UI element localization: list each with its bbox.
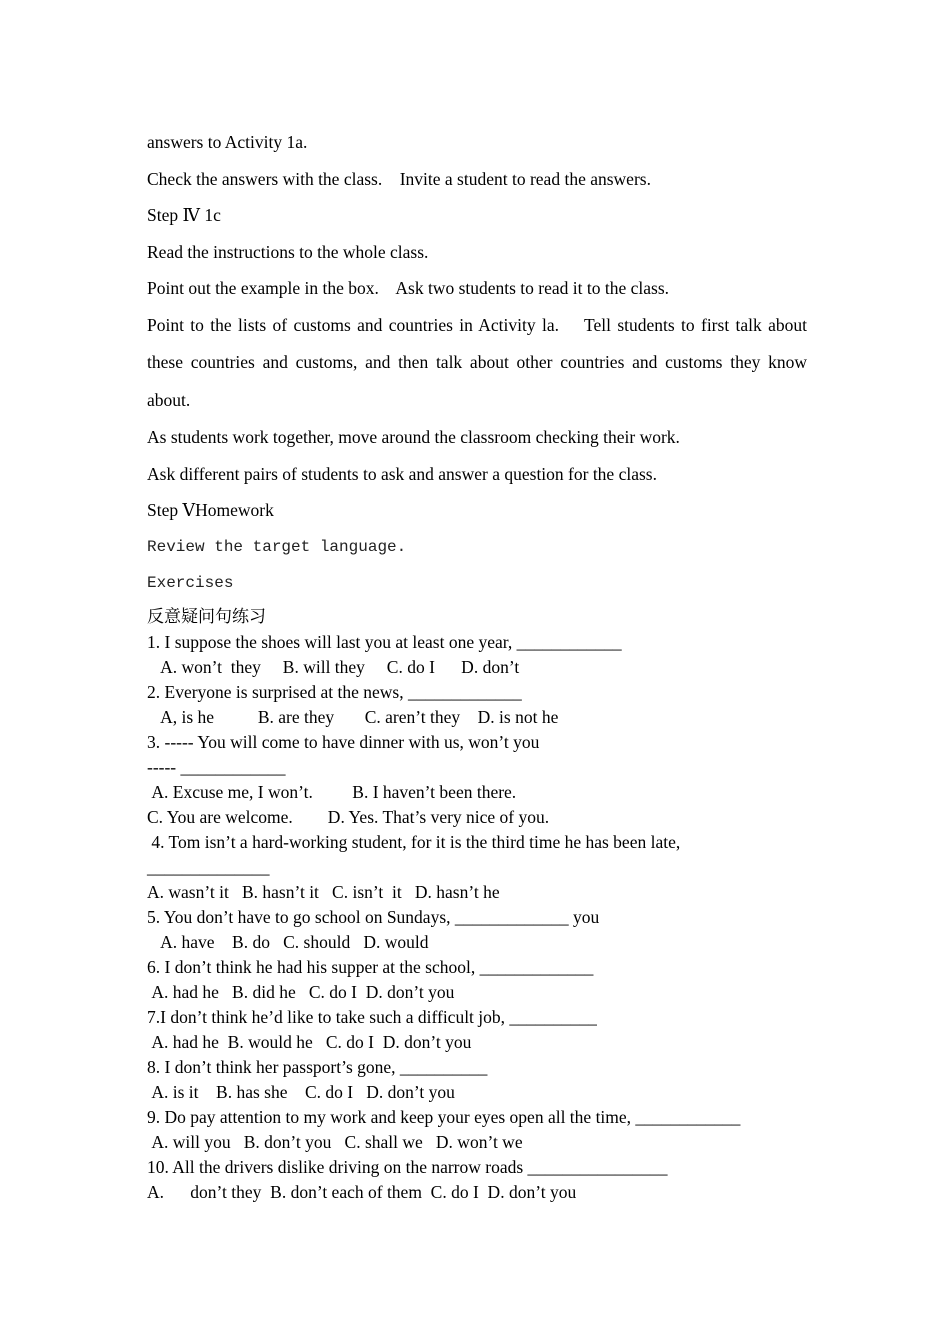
exercises-label: Exercises xyxy=(147,574,234,592)
exercise-line: A. had he B. did he C. do I D. don’t you xyxy=(147,981,455,1002)
exercise-line: ______________ xyxy=(147,856,270,877)
text-line: Ask different pairs of students to ask and answer a question for the class. xyxy=(147,463,657,484)
exercise-line: 1. I suppose the shoes will last you at least one year, ____________ xyxy=(147,631,622,652)
exercise-line: 10. All the drivers dislike driving on the narrow roads ________________ xyxy=(147,1156,668,1177)
step-heading: Step Ⅳ 1c xyxy=(147,205,221,225)
step-heading: Step ⅤHomework xyxy=(147,500,274,520)
exercises-heading: 反意疑问句练习 xyxy=(147,606,266,627)
exercise-line: A. had he B. would he C. do I D. don’t you xyxy=(147,1031,472,1052)
exercise-line: A, is he B. are they C. aren’t they D. is not he xyxy=(147,706,559,727)
text-line: As students work together, move around the classroom checking their work. xyxy=(147,427,680,447)
text-line: Check the answers with the class. Invite a student to read the answers. xyxy=(147,168,651,189)
exercise-line: 6. I don’t think he had his supper at the school, _____________ xyxy=(147,956,594,977)
text-line: answers to Activity 1a. xyxy=(147,132,308,152)
exercise-line: A. is it B. has she C. do I D. don’t you xyxy=(147,1081,455,1102)
exercise-line: 3. ----- You will come to have dinner with us, won’t you xyxy=(147,731,540,752)
exercise-list xyxy=(147,630,807,1205)
exercise-line: 8. I don’t think her passport’s gone, __________ xyxy=(147,1056,488,1077)
text-paragraph: Point to the lists of customs and countries in Activity la. Tell students to first talk about these countries and customs, and then talk about other countries and customs they know about. xyxy=(147,314,812,410)
exercise-line: A. Excuse me, I won’t. B. I haven’t been there. xyxy=(147,781,517,802)
exercise-line: 7.I don’t think he’d like to take such a difficult job, __________ xyxy=(147,1006,597,1027)
exercise-line: A. have B. do C. should D. would xyxy=(147,931,429,952)
exercise-line: A. wasn’t it B. hasn’t it C. isn’t it D. hasn’t he xyxy=(147,881,500,902)
text-line: Review the target language. xyxy=(147,537,407,556)
text-line: Point out the example in the box. Ask two students to read it to the class. xyxy=(147,278,670,298)
exercise-line: 2. Everyone is surprised at the news, _____________ xyxy=(147,681,522,702)
exercise-line: A. will you B. don’t you C. shall we D. won’t we xyxy=(147,1131,523,1152)
exercise-line: C. You are welcome. D. Yes. That’s very nice of you. xyxy=(147,806,550,827)
exercise-line: 4. Tom isn’t a hard-working student, for it is the third time he has been late, xyxy=(147,831,681,852)
exercise-line: 9. Do pay attention to my work and keep your eyes open all the time, ____________ xyxy=(147,1106,741,1127)
text-line: Read the instructions to the whole class. xyxy=(147,241,429,262)
exercise-line: ----- ____________ xyxy=(147,756,286,777)
document-page xyxy=(147,124,812,1205)
exercise-line: 5. You don’t have to go school on Sundays, _____________ you xyxy=(147,906,600,927)
exercise-line: A. don’t they B. don’t each of them C. do I D. don’t you xyxy=(147,1181,577,1202)
exercise-line: A. won’t they B. will they C. do I D. don’t xyxy=(147,656,520,677)
